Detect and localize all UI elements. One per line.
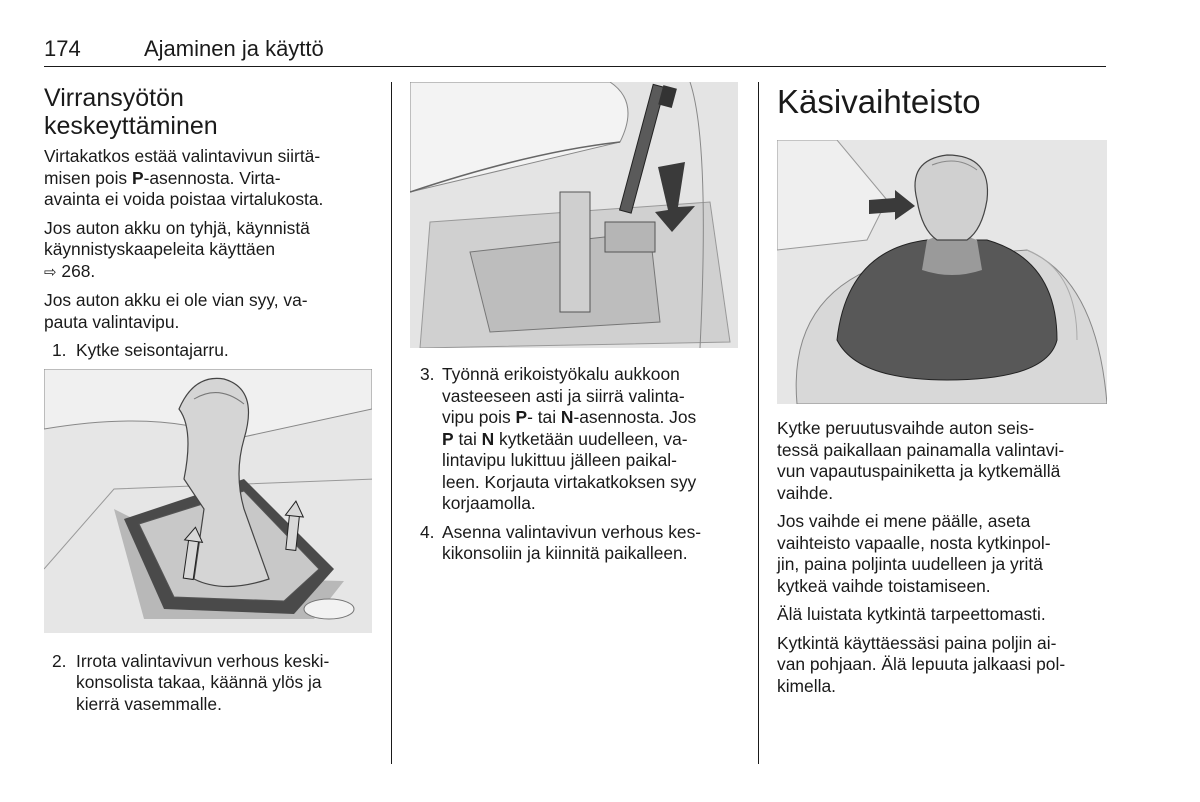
chapter-title: Ajaminen ja käyttö	[144, 36, 324, 61]
paragraph-gear-not-engaging: Jos vaihde ei mene päälle, aseta vaihteisto vapaalle, nosta kytkinpol- jin, paina poljinta uudelleen ja yritä kytkeä vaihde toistamiseen.	[777, 511, 1051, 596]
step-4: 4. Asenna valintavivun verhous kes- kikonsoliin ja kiinnitä paikalleen.	[420, 521, 702, 563]
page-header	[44, 36, 1106, 67]
step-1: 1. Kytke seisontajarru.	[52, 340, 229, 360]
paragraph-clutch-pedal: Kytkintä käyttäessäsi paina poljin ai- van pohjaan. Älä lepuuta jalkaasi pol- kimella.	[777, 632, 1066, 696]
column-2	[410, 82, 738, 572]
step-3: 3. Työnnä erikoistyökalu aukkoon vasteeseen asti ja siirrä valinta- vipu pois P- tai N-asennosta. Jos P tai N kytketään uudelleen, va- lintavipu lukittuu jälleen paikal- leen. Korjauta virtakatkoksen syy korjaamolla.	[420, 364, 697, 513]
illustration-special-tool	[410, 82, 738, 348]
page-number: 174	[44, 36, 81, 61]
column-3	[777, 84, 1107, 704]
column-divider-left	[391, 82, 392, 764]
illustration-manual-gear-lever	[777, 140, 1107, 404]
paragraph-release-lever: Jos auton akku ei ole vian syy, va- pauta valintavipu.	[44, 290, 308, 332]
step-2: 2. Irrota valintavivun verhous keski- konsolista takaa, käännä ylös ja kierrä vasemmalle.	[52, 650, 330, 714]
page-reference-link[interactable]: 268.	[61, 260, 96, 281]
paragraph-reverse-gear: Kytke peruutusvaihde auton seis- tessä paikallaan painamalla valintavi- vun vapautuspainiketta ja kytkemällä vaihde.	[777, 418, 1065, 503]
cross-reference-arrow-icon: ⇨	[44, 262, 57, 281]
paragraph-jump-start: Jos auton akku on tyhjä, käynnistä käynnistyskaapeleita käyttäen ⇨ 268.	[44, 217, 310, 281]
section-heading-manual-transmission: Käsivaihteisto	[777, 83, 981, 120]
illustration-selector-lever-cover	[44, 369, 372, 633]
paragraph-clutch-slip: Älä luistata kytkintä tarpeettomasti.	[777, 604, 1046, 624]
column-1	[44, 84, 372, 722]
subheading-power-interruption: Virransyötön keskeyttäminen	[44, 84, 218, 140]
column-divider-right	[758, 82, 759, 764]
paragraph-power-failure: Virtakatkos estää valintavivun siirtä- misen pois P-asennosta. Virta- avainta ei voida poistaa virtalukosta.	[44, 146, 324, 209]
